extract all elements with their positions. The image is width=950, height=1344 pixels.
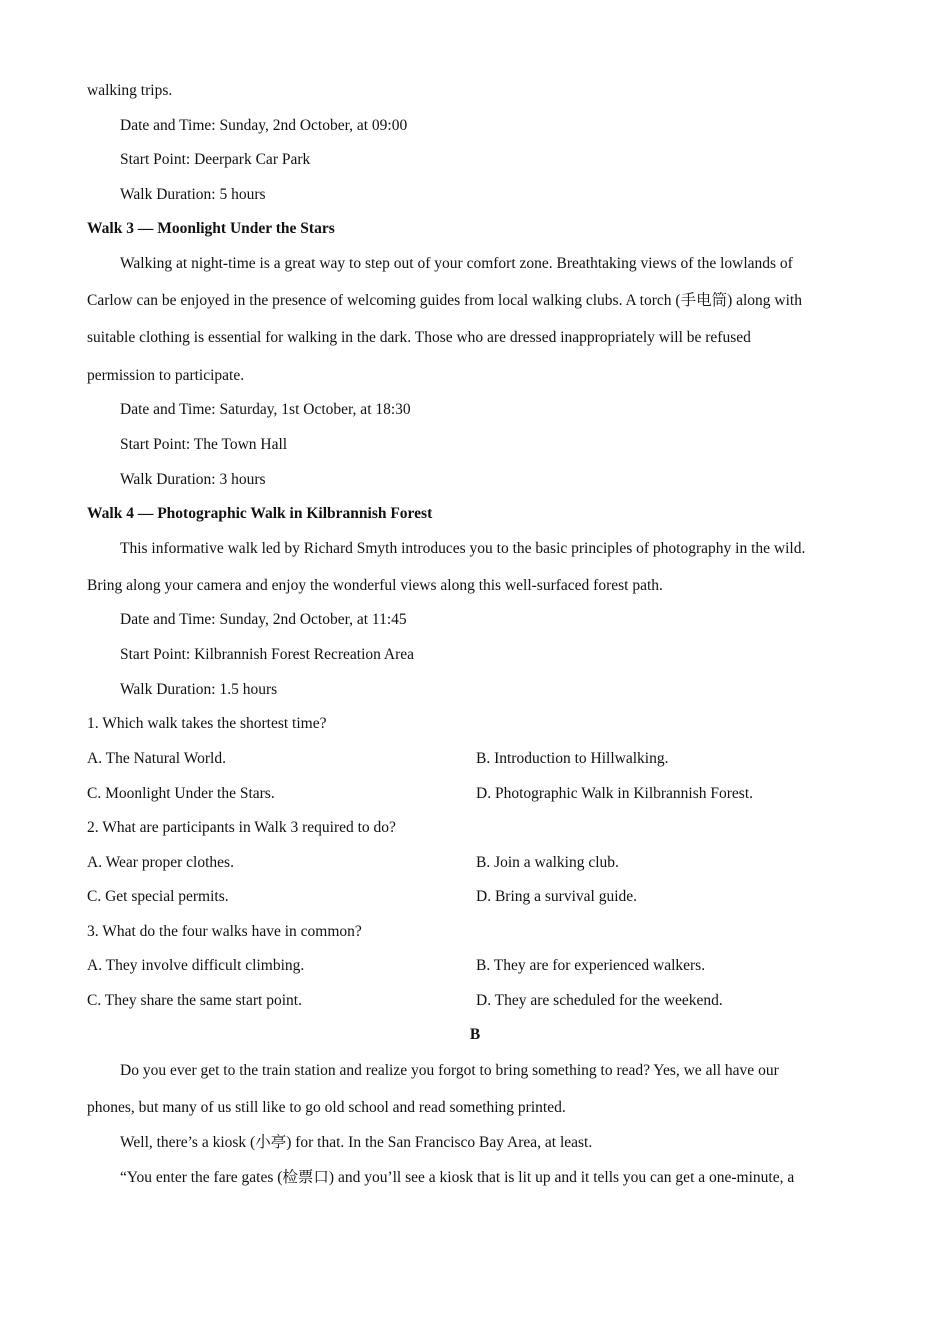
walk3-body-line: Carlow can be enjoyed in the presence of welcoming guides from local walking clubs. A torch (手电筒) along with bbox=[87, 292, 802, 309]
walk4-date-time: Date and Time: Sunday, 2nd October, at 11:45 bbox=[120, 611, 407, 628]
walk4-duration: Walk Duration: 1.5 hours bbox=[120, 681, 278, 698]
walk4-heading: Walk 4 — Photographic Walk in Kilbrannish Forest bbox=[87, 505, 433, 522]
walk2-date-time: Date and Time: Sunday, 2nd October, at 09:00 bbox=[120, 117, 408, 134]
answer-option: D. Bring a survival guide. bbox=[476, 888, 638, 905]
question-stem: 2. What are participants in Walk 3 required to do? bbox=[87, 819, 396, 836]
answer-option: B. They are for experienced walkers. bbox=[476, 957, 706, 974]
walk3-heading: Walk 3 — Moonlight Under the Stars bbox=[87, 220, 335, 237]
walk4-start-point: Start Point: Kilbrannish Forest Recreation Area bbox=[120, 646, 415, 663]
walk2-lead-end: walking trips. bbox=[87, 82, 173, 99]
answer-option: A. The Natural World. bbox=[87, 750, 226, 767]
section-b-line: phones, but many of us still like to go old school and read something printed. bbox=[87, 1099, 566, 1116]
walk3-body-line: Walking at night-time is a great way to step out of your comfort zone. Breathtaking views of the lowlands of bbox=[120, 255, 793, 272]
walk3-duration: Walk Duration: 3 hours bbox=[120, 471, 266, 488]
walk4-body-line: Bring along your camera and enjoy the wonderful views along this well-surfaced forest path. bbox=[87, 577, 663, 594]
question-stem: 1. Which walk takes the shortest time? bbox=[87, 715, 327, 732]
answer-option: D. They are scheduled for the weekend. bbox=[476, 992, 723, 1009]
walk3-start-point: Start Point: The Town Hall bbox=[120, 436, 288, 453]
section-b-line: Do you ever get to the train station and realize you forgot to bring something to read? Yes, we all have our bbox=[120, 1062, 779, 1079]
walk3-date-time: Date and Time: Saturday, 1st October, at 18:30 bbox=[120, 401, 411, 418]
answer-option: C. Moonlight Under the Stars. bbox=[87, 785, 275, 802]
section-b-line: “You enter the fare gates (检票口) and you’ll see a kiosk that is lit up and it tells you can get a one-minute, a bbox=[120, 1169, 795, 1186]
answer-option: C. They share the same start point. bbox=[87, 992, 302, 1009]
answer-option: B. Join a walking club. bbox=[476, 854, 619, 871]
section-b-title: B bbox=[469, 1026, 481, 1043]
walk2-start-point: Start Point: Deerpark Car Park bbox=[120, 151, 311, 168]
answer-option: B. Introduction to Hillwalking. bbox=[476, 750, 669, 767]
walk3-body-line: suitable clothing is essential for walking in the dark. Those who are dressed inappropriately will be refused bbox=[87, 329, 751, 346]
answer-option: D. Photographic Walk in Kilbrannish Forest. bbox=[476, 785, 754, 802]
walk3-body-line: permission to participate. bbox=[87, 367, 245, 384]
answer-option: A. Wear proper clothes. bbox=[87, 854, 234, 871]
walk4-body-line: This informative walk led by Richard Smyth introduces you to the basic principles of photography in the wild. bbox=[120, 540, 806, 557]
question-stem: 3. What do the four walks have in common? bbox=[87, 923, 362, 940]
answer-option: C. Get special permits. bbox=[87, 888, 229, 905]
section-b-line: Well, there’s a kiosk (小亭) for that. In the San Francisco Bay Area, at least. bbox=[120, 1134, 593, 1151]
answer-option: A. They involve difficult climbing. bbox=[87, 957, 305, 974]
walk2-duration: Walk Duration: 5 hours bbox=[120, 186, 266, 203]
